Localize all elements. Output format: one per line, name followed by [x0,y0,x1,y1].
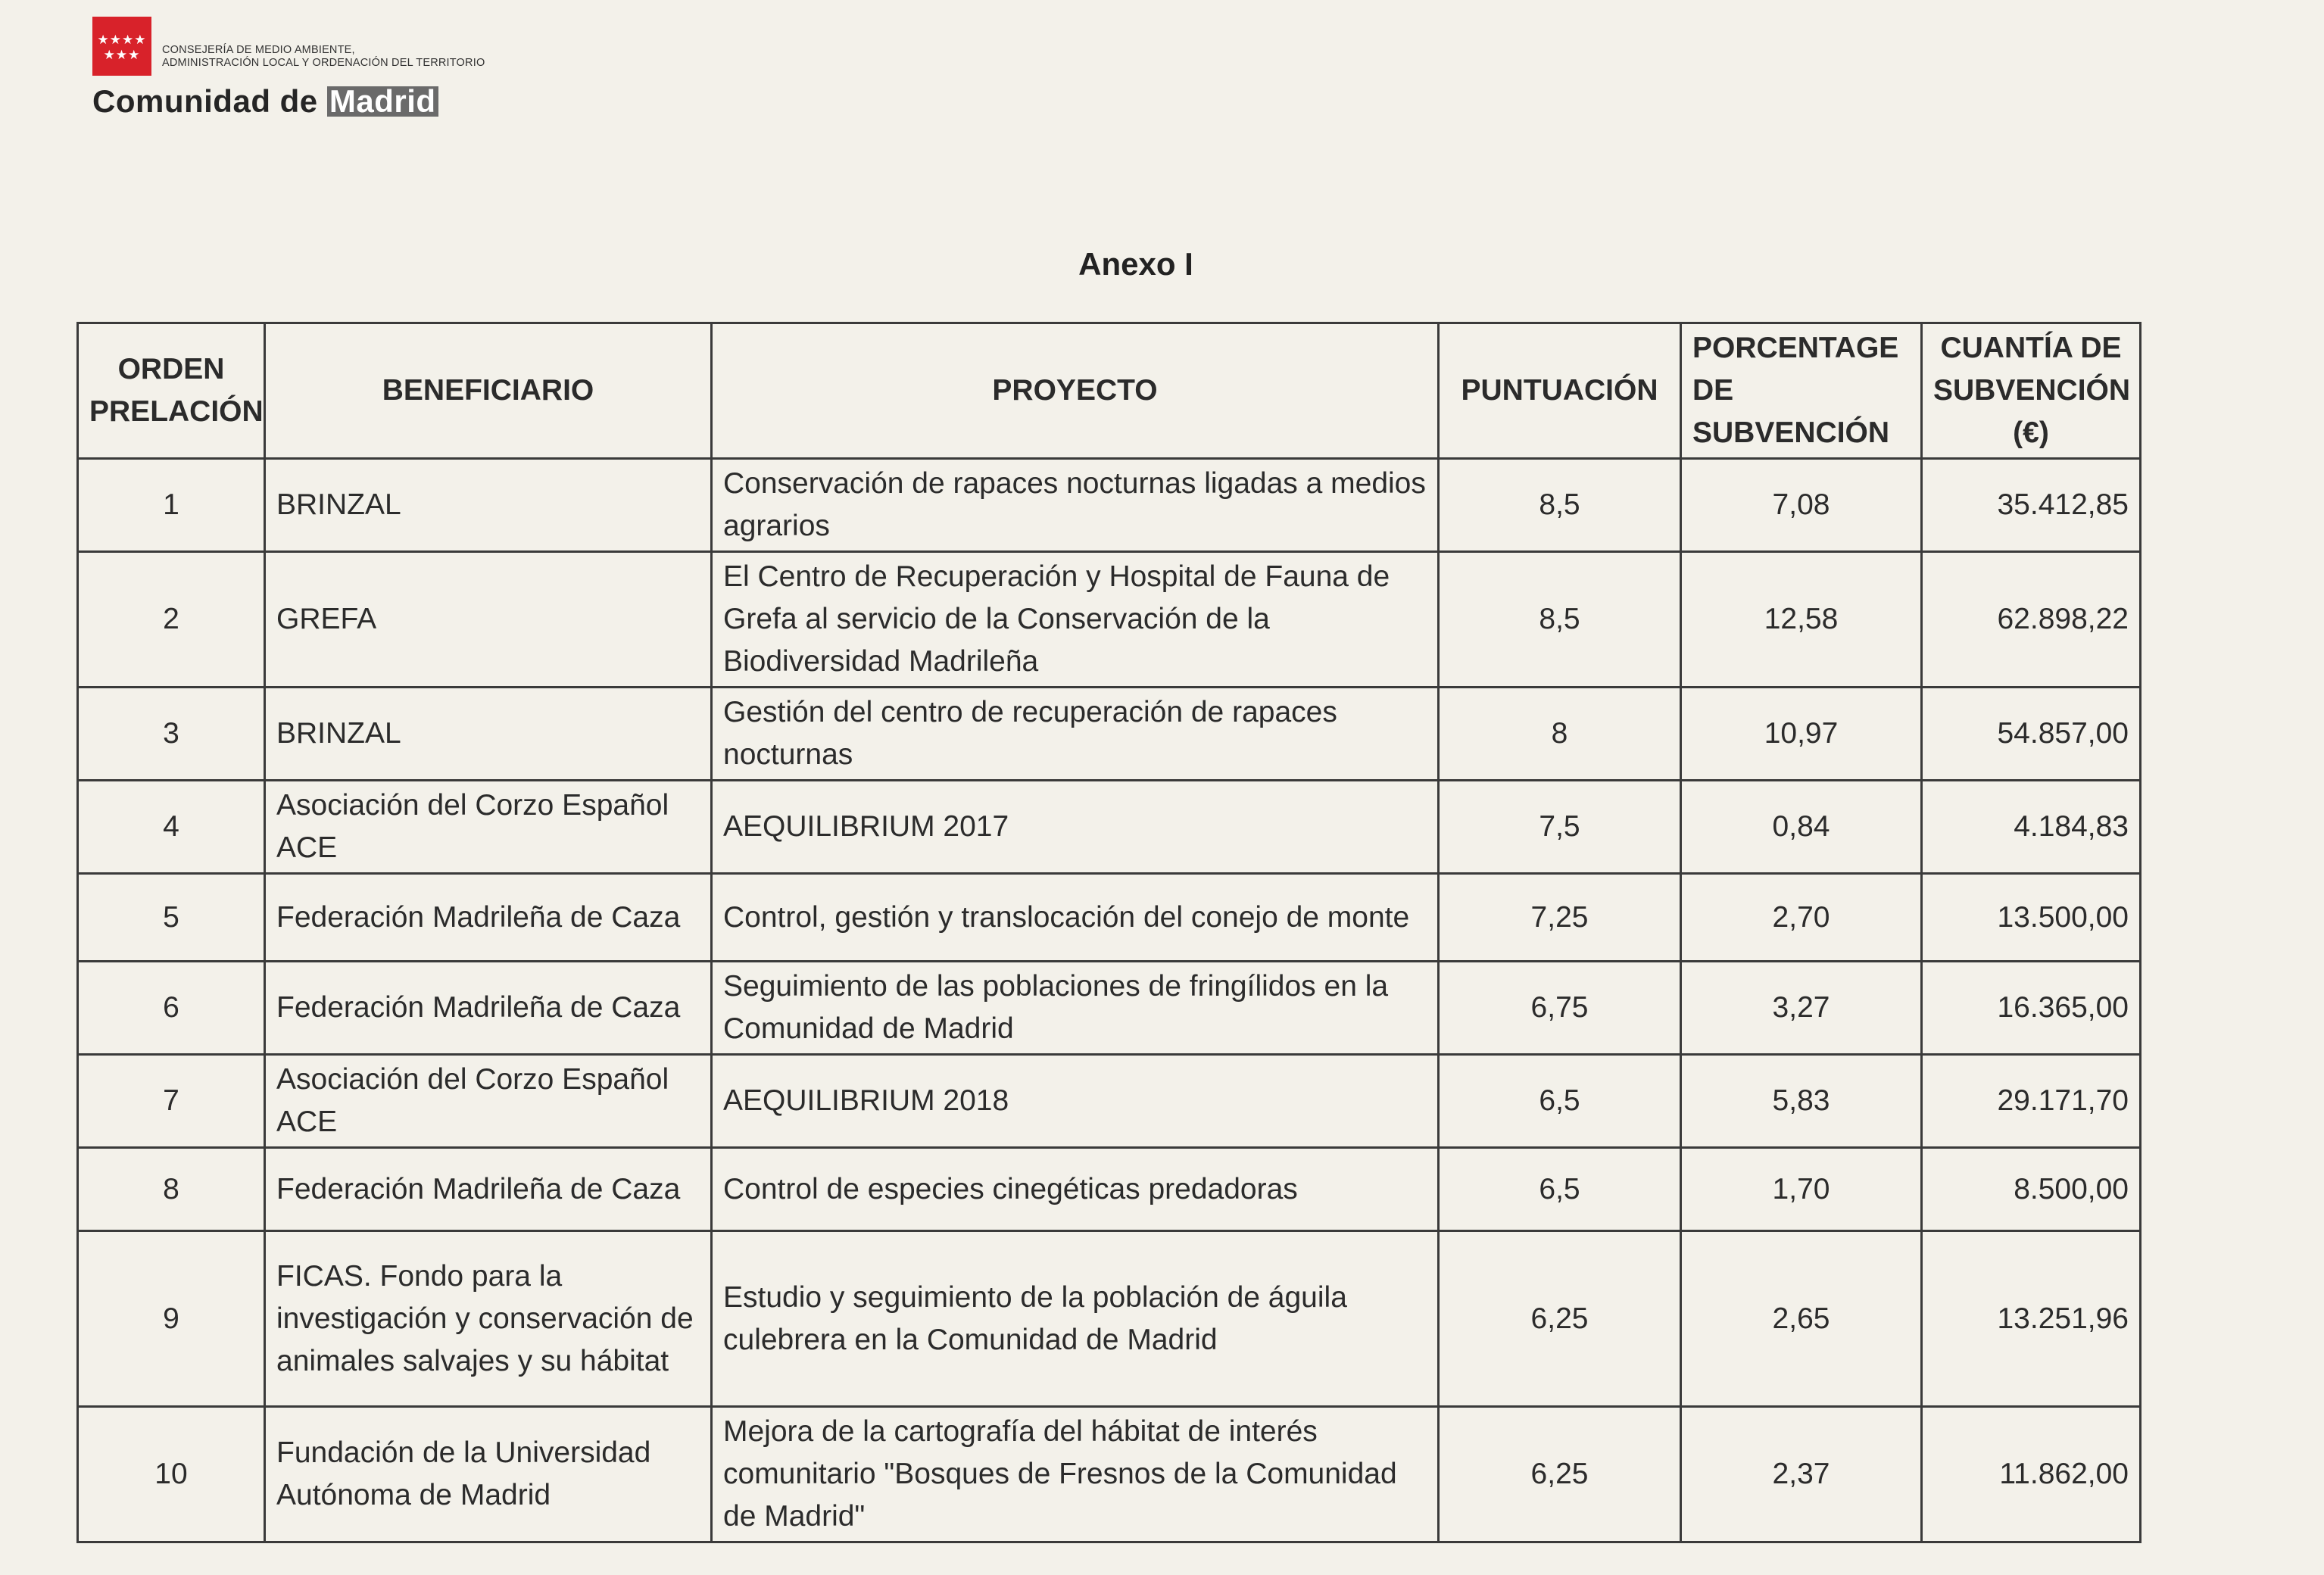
table-row [78,459,2141,552]
cell-proyecto: Estudio y seguimiento de la población de águila culebrera en la Comunidad de Madrid [712,1231,1439,1407]
col-header-puntuacion: PUNTUACIÓN [1439,323,1681,459]
cell-puntuacion: 6,25 [1439,1231,1681,1407]
cell-beneficiario: Asociación del Corzo Español ACE [265,781,712,874]
table-row [78,874,2141,962]
cell-proyecto: Control, gestión y translocación del conejo de monte [712,874,1439,962]
cell-orden: 6 [78,962,265,1055]
cell-beneficiario: GREFA [265,552,712,688]
cell-proyecto: Conservación de rapaces nocturnas ligadas a medios agrarios [712,459,1439,552]
cell-porcentaje: 2,37 [1681,1407,1922,1542]
table-header-row [78,323,2141,459]
table-row [78,1148,2141,1231]
col-header-cuantia: CUANTÍA DE SUBVENCIÓN (€) [1922,323,2141,459]
cell-orden: 8 [78,1148,265,1231]
comunidad-name: Comunidad de Madrid [92,83,438,120]
cell-porcentaje: 5,83 [1681,1055,1922,1148]
cell-porcentaje: 10,97 [1681,688,1922,781]
col-header-proyecto: PROYECTO [712,323,1439,459]
cell-beneficiario: Federación Madrileña de Caza [265,962,712,1055]
cell-proyecto: AEQUILIBRIUM 2018 [712,1055,1439,1148]
cell-puntuacion: 6,75 [1439,962,1681,1055]
cell-beneficiario: Federación Madrileña de Caza [265,874,712,962]
cell-porcentaje: 2,65 [1681,1231,1922,1407]
cell-puntuacion: 8,5 [1439,552,1681,688]
cell-puntuacion: 8 [1439,688,1681,781]
cell-porcentaje: 3,27 [1681,962,1922,1055]
col-header-beneficiario: BENEFICIARIO [265,323,712,459]
cell-proyecto: Control de especies cinegéticas predadoras [712,1148,1439,1231]
cell-orden: 10 [78,1407,265,1542]
cell-beneficiario: BRINZAL [265,688,712,781]
cell-puntuacion: 6,5 [1439,1055,1681,1148]
cell-puntuacion: 8,5 [1439,459,1681,552]
page-title: Anexo I [1078,246,1193,282]
table-row [78,962,2141,1055]
cell-cuantia: 54.857,00 [1922,688,2141,781]
cell-orden: 1 [78,459,265,552]
cell-puntuacion: 6,5 [1439,1148,1681,1231]
cell-orden: 7 [78,1055,265,1148]
cell-orden: 9 [78,1231,265,1407]
cell-cuantia: 13.500,00 [1922,874,2141,962]
col-header-porcentaje: PORCENTAGE DE SUBVENCIÓN [1681,323,1922,459]
table-row [78,1407,2141,1542]
table-row [78,781,2141,874]
cell-beneficiario: Fundación de la Universidad Autónoma de Madrid [265,1407,712,1542]
cell-cuantia: 4.184,83 [1922,781,2141,874]
cell-porcentaje: 0,84 [1681,781,1922,874]
cell-orden: 3 [78,688,265,781]
cell-proyecto: El Centro de Recuperación y Hospital de Fauna de Grefa al servicio de la Conservación de la Biodiversidad Madrileña [712,552,1439,688]
cell-cuantia: 29.171,70 [1922,1055,2141,1148]
cell-cuantia: 8.500,00 [1922,1148,2141,1231]
cell-beneficiario: FICAS. Fondo para la investigación y conservación de animales salvajes y su hábitat [265,1231,712,1407]
annex-table [76,322,2142,1543]
col-header-orden: ORDEN PRELACIÓN [78,323,265,459]
cell-orden: 4 [78,781,265,874]
cell-puntuacion: 6,25 [1439,1407,1681,1542]
cell-porcentaje: 2,70 [1681,874,1922,962]
consejeria-name: CONSEJERÍA DE MEDIO AMBIENTE, ADMINISTRACIÓN LOCAL Y ORDENACIÓN DEL TERRITORIO [162,44,485,69]
cell-cuantia: 11.862,00 [1922,1407,2141,1542]
cell-puntuacion: 7,5 [1439,781,1681,874]
table-row [78,1231,2141,1407]
cell-puntuacion: 7,25 [1439,874,1681,962]
madrid-flag-icon: ★★★★ ★★★ [92,17,151,76]
table-row [78,1055,2141,1148]
table-row [78,688,2141,781]
cell-beneficiario: Asociación del Corzo Español ACE [265,1055,712,1148]
cell-cuantia: 13.251,96 [1922,1231,2141,1407]
cell-porcentaje: 1,70 [1681,1148,1922,1231]
cell-cuantia: 35.412,85 [1922,459,2141,552]
cell-proyecto: AEQUILIBRIUM 2017 [712,781,1439,874]
cell-proyecto: Seguimiento de las poblaciones de fringílidos en la Comunidad de Madrid [712,962,1439,1055]
cell-cuantia: 62.898,22 [1922,552,2141,688]
cell-proyecto: Mejora de la cartografía del hábitat de interés comunitario "Bosques de Fresnos de la Comunidad de Madrid" [712,1407,1439,1542]
cell-beneficiario: BRINZAL [265,459,712,552]
cell-orden: 5 [78,874,265,962]
table-row [78,552,2141,688]
cell-cuantia: 16.365,00 [1922,962,2141,1055]
cell-porcentaje: 7,08 [1681,459,1922,552]
cell-beneficiario: Federación Madrileña de Caza [265,1148,712,1231]
cell-orden: 2 [78,552,265,688]
cell-proyecto: Gestión del centro de recuperación de rapaces nocturnas [712,688,1439,781]
cell-porcentaje: 12,58 [1681,552,1922,688]
